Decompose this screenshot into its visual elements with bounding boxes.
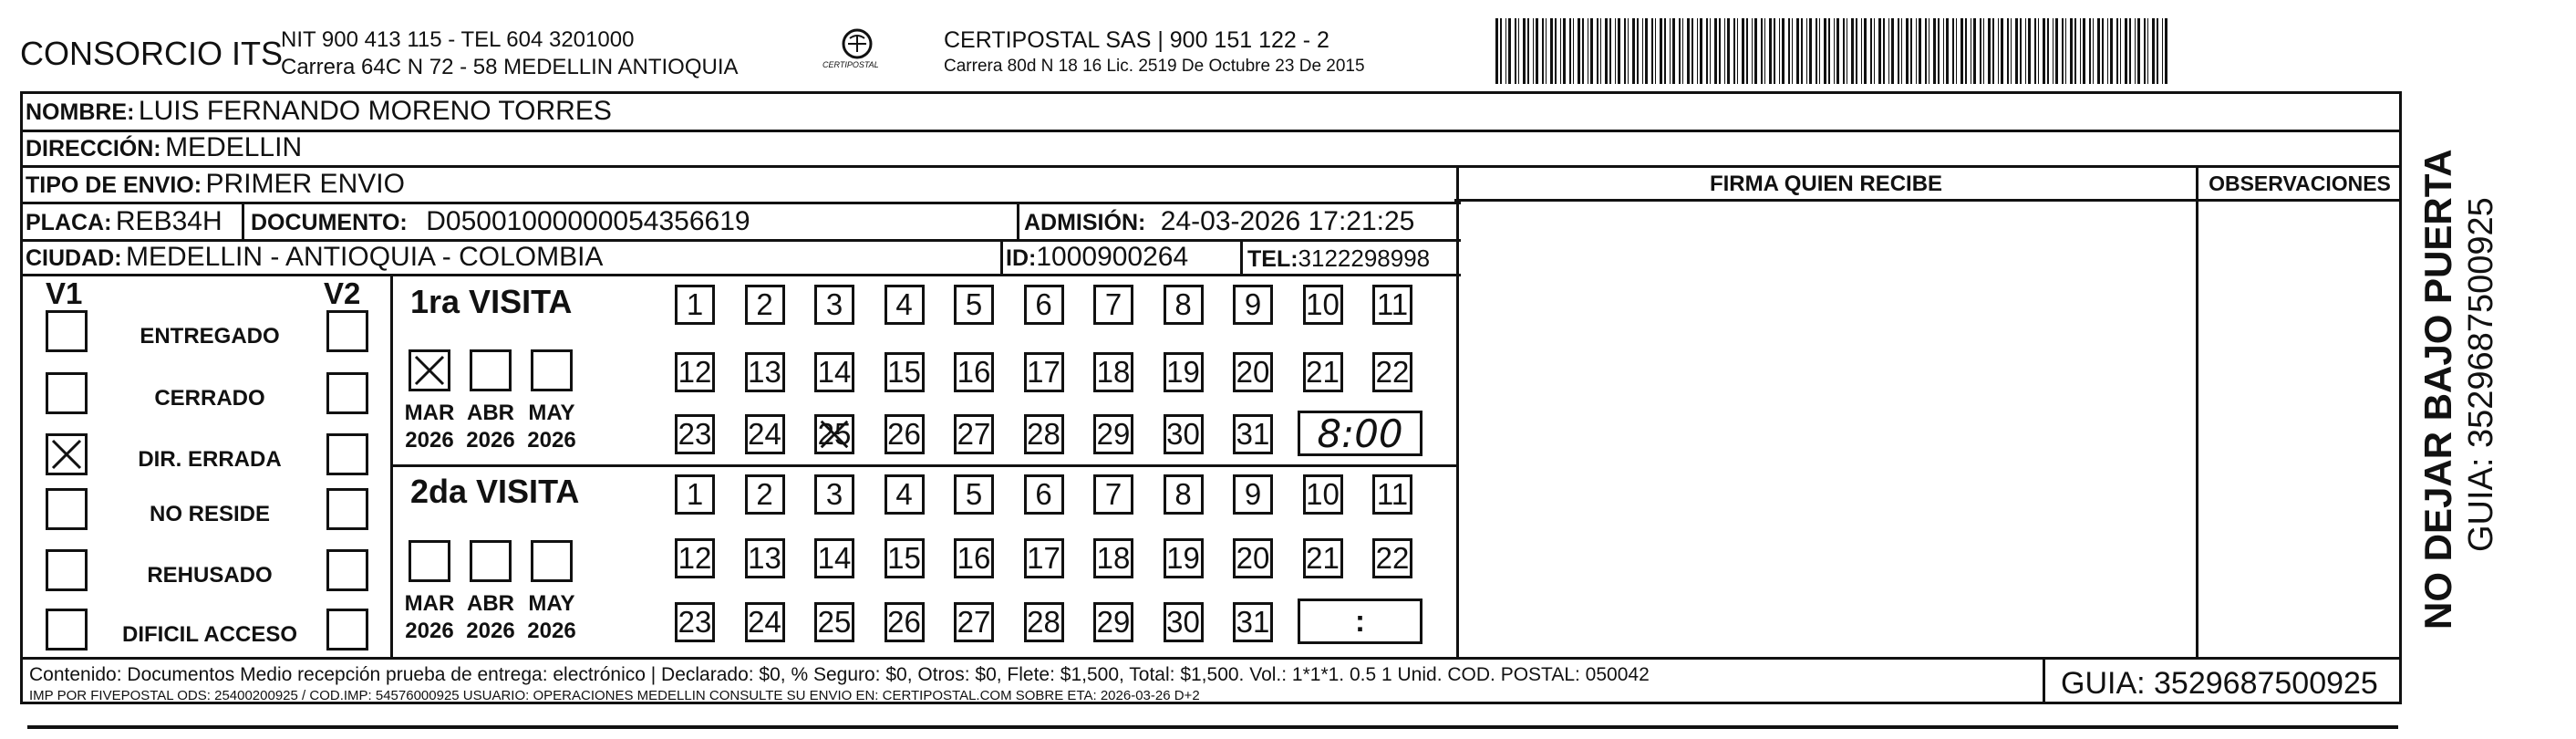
day-number: 28 [1027, 417, 1060, 451]
day-box[interactable] [1303, 538, 1343, 578]
day-number: 7 [1104, 287, 1122, 321]
month-label: MAY [528, 401, 575, 425]
day-number: 30 [1166, 605, 1200, 639]
day-box[interactable] [1164, 474, 1204, 515]
visit1-time-field[interactable] [1298, 411, 1422, 456]
day-box[interactable] [814, 538, 854, 578]
month-label: ABR [467, 591, 514, 616]
check-mark-icon [48, 436, 85, 473]
day-number: 22 [1375, 541, 1410, 575]
status-option-label: NO RESIDE [149, 502, 271, 526]
day-number: 1 [686, 287, 704, 321]
v1-checkbox[interactable] [46, 310, 88, 352]
day-box[interactable] [675, 285, 715, 325]
day-box[interactable] [1372, 352, 1412, 392]
plate-value: REB34H [115, 206, 222, 236]
month-checkbox[interactable] [409, 349, 450, 391]
day-number: 6 [1035, 477, 1052, 511]
day-number: 25 [817, 605, 852, 639]
day-box[interactable] [1233, 285, 1273, 325]
day-number: 30 [1166, 417, 1200, 451]
day-box[interactable] [954, 474, 994, 515]
day-box[interactable] [1303, 285, 1343, 325]
day-number: 24 [748, 605, 781, 639]
day-number: 13 [748, 541, 781, 575]
day-number: 9 [1244, 287, 1262, 321]
day-number: 10 [1306, 287, 1340, 321]
tel-field [1247, 245, 1430, 273]
day-number: 25 [817, 417, 852, 451]
v1-checkbox[interactable] [46, 433, 88, 475]
city-label: CIUDAD: [26, 245, 122, 271]
v2-checkbox[interactable] [326, 310, 368, 352]
v2-checkbox[interactable] [326, 609, 368, 651]
day-number: 14 [817, 541, 852, 575]
day-number: 11 [1376, 287, 1409, 321]
day-number: 16 [957, 541, 991, 575]
year-label: 2026 [527, 619, 576, 643]
day-number: 21 [1306, 541, 1340, 575]
day-number: 19 [1166, 355, 1200, 389]
type-row [26, 169, 405, 200]
day-box[interactable] [675, 414, 715, 454]
day-box[interactable] [1164, 352, 1204, 392]
day-number: 6 [1035, 287, 1052, 321]
month-label: MAR [404, 401, 455, 425]
day-box[interactable] [1024, 538, 1064, 578]
barcode [1495, 18, 2175, 84]
day-number: 24 [748, 417, 781, 451]
day-number: 14 [817, 355, 852, 389]
day-box[interactable] [1093, 285, 1133, 325]
month-checkbox[interactable] [470, 349, 512, 391]
check-mark-icon [411, 352, 448, 389]
day-box[interactable] [885, 414, 925, 454]
recipient-name: LUIS FERNANDO MORENO TORRES [138, 96, 612, 126]
observations-area[interactable] [2198, 202, 2402, 657]
footer-print-info: IMP POR FIVEPOSTAL ODS: 25400200925 / COD.IMP: 54576000925 USUARIO: OPERACIONES MEDELLIN CONSULTE SU ENVIO EN: CERTIPOSTAL.COM SOBRE ETA: 2026-03-26 D+2 [29, 688, 1200, 703]
document-field [251, 206, 750, 237]
address-row [26, 132, 302, 163]
type-label: TIPO DE ENVIO: [26, 172, 202, 198]
day-number: 12 [678, 541, 712, 575]
status-option-label: DIR. ERRADA [138, 447, 282, 472]
v2-checkbox[interactable] [326, 372, 368, 414]
day-box[interactable] [1372, 538, 1412, 578]
day-number: 8 [1174, 287, 1192, 321]
day-number: 8 [1174, 477, 1192, 511]
v2-label: V2 [324, 276, 361, 310]
document-label: DOCUMENTO: [251, 210, 408, 235]
year-label: 2026 [405, 619, 454, 643]
status-option-label: DIFICIL ACCESO [121, 622, 297, 647]
observations-header: OBSERVACIONES [2209, 172, 2391, 195]
day-box[interactable] [885, 602, 925, 642]
day-number: 27 [957, 417, 991, 451]
day-number: 26 [887, 605, 921, 639]
status-option-label: CERRADO [154, 386, 265, 411]
tel-value: 3122298998 [1298, 245, 1431, 272]
day-number: 3 [825, 477, 843, 511]
certipostal-logo-icon [812, 26, 903, 80]
day-number: 13 [748, 355, 781, 389]
day-box[interactable] [675, 474, 715, 515]
plate-label: PLACA: [26, 210, 112, 235]
day-box[interactable] [745, 474, 785, 515]
day-box[interactable] [1303, 352, 1343, 392]
day-number: 12 [678, 355, 712, 389]
day-number: 28 [1027, 605, 1060, 639]
day-number: 5 [965, 287, 983, 321]
year-label: 2026 [466, 428, 515, 453]
day-box[interactable] [814, 474, 854, 515]
tel-label: TEL: [1247, 246, 1298, 272]
id-field [1006, 242, 1188, 273]
company-name: CONSORCIO ITS [20, 35, 284, 72]
day-box[interactable] [1372, 285, 1412, 325]
day-box[interactable] [885, 538, 925, 578]
day-box[interactable] [954, 285, 994, 325]
day-box[interactable] [1024, 285, 1064, 325]
day-number: 23 [678, 605, 712, 639]
day-box[interactable] [1024, 352, 1064, 392]
day-box[interactable] [1093, 352, 1133, 392]
month-checkbox[interactable] [409, 540, 450, 582]
day-number: 18 [1096, 541, 1131, 575]
day-box[interactable] [1303, 474, 1343, 515]
certipostal-logo-text: CERTIPOSTAL [822, 60, 879, 69]
company-address: Carrera 64C N 72 - 58 MEDELLIN ANTIOQUIA [281, 55, 739, 79]
day-box[interactable] [1233, 538, 1273, 578]
day-number: 29 [1096, 417, 1131, 451]
company-nit: NIT 900 413 115 - TEL 604 3201000 [281, 27, 635, 52]
visit1-title: 1ra VISITA [410, 283, 573, 320]
day-number: 7 [1104, 477, 1122, 511]
day-box[interactable] [1164, 602, 1204, 642]
footer-content: Contenido: Documentos Medio recepción prueba de entrega: electrónico | Declarado: $0, % Seguro: $0, Otros: $0, Flete: $1,500, Total: $1,500. Vol.: 1*1*1. 0.5 1 Unid. COD. POSTAL: 050042 [29, 664, 1650, 685]
day-number: 1 [686, 477, 704, 511]
signature-header: FIRMA QUIEN RECIBE [1709, 172, 1943, 196]
footer-guia: GUIA: 3529687500925 [2061, 666, 2378, 701]
check-mark-icon [817, 417, 852, 452]
v2-checkbox[interactable] [326, 549, 368, 591]
month-label: MAY [528, 591, 575, 616]
day-number: 16 [957, 355, 991, 389]
day-box[interactable] [814, 414, 854, 454]
day-box[interactable] [954, 352, 994, 392]
day-box[interactable] [1093, 414, 1133, 454]
side-guia: GUIA: 3529687500925 [2462, 197, 2500, 552]
day-box[interactable] [1233, 602, 1273, 642]
day-box[interactable] [1093, 474, 1133, 515]
name-label: NOMBRE: [26, 99, 135, 125]
day-box[interactable] [675, 538, 715, 578]
day-box[interactable] [745, 285, 785, 325]
day-box[interactable] [1164, 285, 1204, 325]
day-box[interactable] [954, 602, 994, 642]
signature-area[interactable] [1459, 202, 2196, 657]
visit1-time: 8:00 [1317, 411, 1403, 456]
day-number: 23 [678, 417, 712, 451]
day-number: 18 [1096, 355, 1131, 389]
day-number: 4 [895, 287, 913, 321]
visit2-time: : [1355, 604, 1365, 638]
day-box[interactable] [675, 602, 715, 642]
v1-checkbox[interactable] [46, 609, 88, 651]
day-number: 21 [1306, 355, 1340, 389]
day-box[interactable] [745, 538, 785, 578]
v2-checkbox[interactable] [326, 488, 368, 530]
day-box[interactable] [1093, 538, 1133, 578]
month-checkbox[interactable] [470, 540, 512, 582]
day-box[interactable] [1093, 602, 1133, 642]
day-number: 11 [1376, 477, 1409, 511]
v2-checkbox[interactable] [326, 433, 368, 475]
day-box[interactable] [954, 538, 994, 578]
day-box[interactable] [745, 352, 785, 392]
day-number: 17 [1027, 355, 1060, 389]
v1-checkbox[interactable] [46, 372, 88, 414]
day-number: 31 [1236, 605, 1270, 639]
day-number: 29 [1096, 605, 1131, 639]
day-box[interactable] [885, 352, 925, 392]
day-box[interactable] [1164, 538, 1204, 578]
day-number: 17 [1027, 541, 1060, 575]
document-value: D05001000000054356619 [426, 206, 750, 236]
month-checkbox[interactable] [531, 349, 573, 391]
plate-field [26, 206, 222, 237]
day-number: 4 [895, 477, 913, 511]
address-label: DIRECCIÓN: [26, 136, 161, 161]
day-number: 19 [1166, 541, 1200, 575]
certipostal-name: CERTIPOSTAL SAS | 900 151 122 - 2 [944, 27, 1329, 53]
day-number: 10 [1306, 477, 1340, 511]
day-number: 26 [887, 417, 921, 451]
day-number: 15 [887, 355, 921, 389]
name-row [26, 96, 612, 127]
certipostal-license: Carrera 80d N 18 16 Lic. 2519 De Octubre 23 De 2015 [944, 57, 1365, 76]
day-number: 2 [756, 287, 773, 321]
day-number: 31 [1236, 417, 1270, 451]
day-box[interactable] [1024, 602, 1064, 642]
year-label: 2026 [527, 428, 576, 453]
day-number: 9 [1244, 477, 1262, 511]
day-number: 3 [825, 287, 843, 321]
admission-label: ADMISIÓN: [1024, 210, 1146, 235]
bottom-rule [27, 725, 2398, 729]
day-box[interactable] [1164, 414, 1204, 454]
day-number: 2 [756, 477, 773, 511]
year-label: 2026 [405, 428, 454, 453]
day-box[interactable] [814, 352, 854, 392]
month-label: MAR [404, 591, 455, 616]
month-label: ABR [467, 401, 514, 425]
day-box[interactable] [1024, 414, 1064, 454]
day-number: 22 [1375, 355, 1410, 389]
month-checkbox[interactable] [531, 540, 573, 582]
no-dejar-bajo-puerta: NO DEJAR BAJO PUERTA [2416, 149, 2459, 630]
day-number: 27 [957, 605, 991, 639]
visit2-time-field[interactable] [1298, 598, 1422, 644]
day-number: 20 [1236, 541, 1270, 575]
v1-checkbox[interactable] [46, 549, 88, 591]
day-box[interactable] [885, 285, 925, 325]
day-box[interactable] [814, 602, 854, 642]
day-number: 15 [887, 541, 921, 575]
day-box[interactable] [1024, 474, 1064, 515]
admission-value: 24-03-2026 17:21:25 [1160, 206, 1415, 236]
day-number: 5 [965, 477, 983, 511]
day-box[interactable] [954, 414, 994, 454]
recipient-address: MEDELLIN [165, 132, 303, 162]
day-box[interactable] [1233, 414, 1273, 454]
id-value: 1000900264 [1036, 242, 1189, 272]
v1-label: V1 [46, 276, 83, 310]
day-box[interactable] [675, 352, 715, 392]
day-box[interactable] [745, 414, 785, 454]
day-box[interactable] [1372, 474, 1412, 515]
id-label: ID: [1006, 245, 1037, 271]
day-box[interactable] [1233, 352, 1273, 392]
day-box[interactable] [745, 602, 785, 642]
status-option-label: ENTREGADO [140, 324, 280, 349]
city-value: MEDELLIN - ANTIOQUIA - COLOMBIA [126, 242, 604, 272]
shipment-type: PRIMER ENVIO [205, 169, 405, 199]
day-box[interactable] [885, 474, 925, 515]
city-field [26, 242, 603, 273]
status-option-label: REHUSADO [147, 563, 273, 588]
visit2-title: 2da VISITA [410, 473, 580, 510]
v1-checkbox[interactable] [46, 488, 88, 530]
admission-field [1024, 206, 1414, 237]
day-number: 20 [1236, 355, 1270, 389]
year-label: 2026 [466, 619, 515, 643]
day-box[interactable] [814, 285, 854, 325]
day-box[interactable] [1233, 474, 1273, 515]
